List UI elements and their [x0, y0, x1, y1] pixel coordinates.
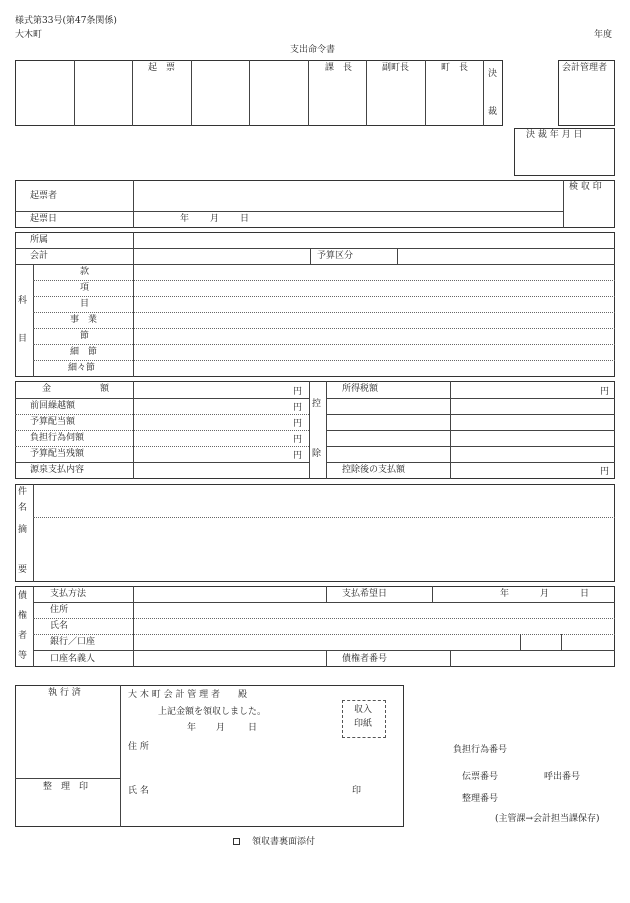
- decision-label-1: 決: [488, 69, 498, 79]
- amount-label-1: 金: [42, 384, 52, 394]
- draft-date-month: 月: [210, 214, 220, 224]
- receipt-name-label: 氏 名: [128, 786, 149, 796]
- receipt-day: 日: [248, 723, 258, 733]
- ko-label: 項: [80, 283, 90, 293]
- voucher-number-label: 伝票番号: [462, 772, 499, 782]
- inspection-stamp-label: 検 収 印: [569, 182, 602, 192]
- drafter-label: 起票者: [30, 191, 58, 201]
- creditor-side-2: 権: [18, 611, 28, 621]
- receipt-year: 年: [187, 723, 197, 733]
- bank-account-label: 銀行／口座: [50, 637, 96, 647]
- fiscal-year-label: 年度: [594, 30, 613, 40]
- reference-number-label: 整理番号: [462, 794, 499, 804]
- yen-unit: 円: [293, 419, 303, 429]
- draft-date-label: 起票日: [30, 214, 58, 224]
- moku-label: 目: [80, 299, 90, 309]
- yen-unit: 円: [293, 403, 303, 413]
- payment-date-year: 年: [500, 589, 510, 599]
- accounting-label: 会計: [30, 251, 49, 261]
- payment-date-label: 支払希望日: [342, 589, 388, 599]
- payment-date-day: 日: [580, 589, 590, 599]
- name-label: 氏名: [50, 621, 69, 631]
- decision-date-label: 決 裁 年 月 日: [526, 130, 583, 140]
- department-label: 所属: [30, 235, 49, 245]
- setsu-label: 節: [80, 331, 90, 341]
- draft-date-year: 年: [180, 214, 190, 224]
- yen-unit: 円: [293, 387, 303, 397]
- creditor-table: [15, 586, 615, 667]
- creditor-number-label: 債権者番号: [342, 654, 388, 664]
- withholding-label: 源泉支払内容: [30, 465, 85, 475]
- creditor-side-3: 者: [18, 631, 28, 641]
- drafter-stamp-label: 起 票: [148, 63, 176, 73]
- sai-setsu-label: 細 節: [70, 347, 98, 357]
- receipt-statement: 上記金額を領収しました。: [158, 707, 267, 717]
- yen-unit: 円: [600, 387, 610, 397]
- amount-label-2: 額: [100, 384, 110, 394]
- project-label: 事 業: [70, 315, 98, 325]
- title-label-2: 名: [18, 503, 28, 513]
- receipt-address-label: 住 所: [128, 742, 149, 752]
- draft-date-day: 日: [240, 214, 250, 224]
- title-label-1: 件: [18, 487, 28, 497]
- kamoku-label-1: 科: [18, 296, 28, 306]
- income-tax-label: 所得税額: [342, 384, 379, 394]
- payment-date-month: 月: [540, 589, 550, 599]
- yen-unit: 円: [600, 467, 610, 477]
- call-number-label: 呼出番号: [544, 772, 581, 782]
- town-name: 大木町: [15, 30, 43, 40]
- commitment-label: 負担行為伺額: [30, 433, 85, 443]
- drafter-table: [15, 180, 615, 228]
- subject-table: [15, 484, 615, 582]
- attachment-checkbox[interactable]: [233, 838, 240, 845]
- budget-allocation-label: 予算配当額: [30, 417, 76, 427]
- accounting-manager-label: 会計管理者: [562, 63, 608, 73]
- address-label: 住所: [50, 605, 69, 615]
- mayor-label: 町 長: [441, 63, 469, 73]
- kan-label: 款: [80, 267, 90, 277]
- account-holder-label: 口座名義人: [50, 654, 96, 664]
- attachment-label: 領収書裏面添付: [252, 837, 316, 847]
- section-chief-label: 課 長: [325, 63, 353, 73]
- summary-label-1: 摘: [18, 525, 28, 535]
- receipt-month: 月: [216, 723, 226, 733]
- account-table: [15, 232, 615, 377]
- saisai-setsu-label: 細々節: [68, 363, 96, 373]
- executed-label: 執 行 済: [48, 688, 81, 698]
- commitment-number-label: 負担行為番号: [453, 745, 508, 755]
- page-title: 支出命令書: [290, 45, 336, 55]
- yen-unit: 円: [293, 451, 303, 461]
- seal-mark: 印: [352, 786, 362, 796]
- creditor-side-4: 等: [18, 651, 28, 661]
- deputy-mayor-label: 副町長: [382, 63, 410, 73]
- kamoku-label-2: 目: [18, 334, 28, 344]
- registry-stamp-label: 整 理 印: [43, 782, 89, 792]
- budget-category-label: 予算区分: [317, 251, 354, 261]
- budget-remaining-label: 予算配当残額: [30, 449, 85, 459]
- approval-table: [15, 60, 503, 126]
- decision-label-2: 裁: [488, 107, 498, 117]
- summary-label-2: 要: [18, 565, 28, 575]
- payment-method-label: 支払方法: [50, 589, 87, 599]
- carryover-label: 前回繰越額: [30, 401, 76, 411]
- deduction-label-2: 除: [312, 449, 322, 459]
- storage-note: (主管課→会計担当課保存): [495, 814, 600, 824]
- addressee: 大 木 町 会 計 管 理 者 殿: [128, 690, 248, 700]
- revenue-stamp-label-2: 印紙: [354, 719, 373, 729]
- form-number: 様式第33号(第47条関係): [15, 16, 117, 26]
- yen-unit: 円: [293, 435, 303, 445]
- revenue-stamp-label-1: 収入: [354, 705, 373, 715]
- creditor-side-1: 債: [18, 591, 28, 601]
- net-payment-label: 控除後の支払額: [342, 465, 406, 475]
- deduction-label-1: 控: [312, 399, 322, 409]
